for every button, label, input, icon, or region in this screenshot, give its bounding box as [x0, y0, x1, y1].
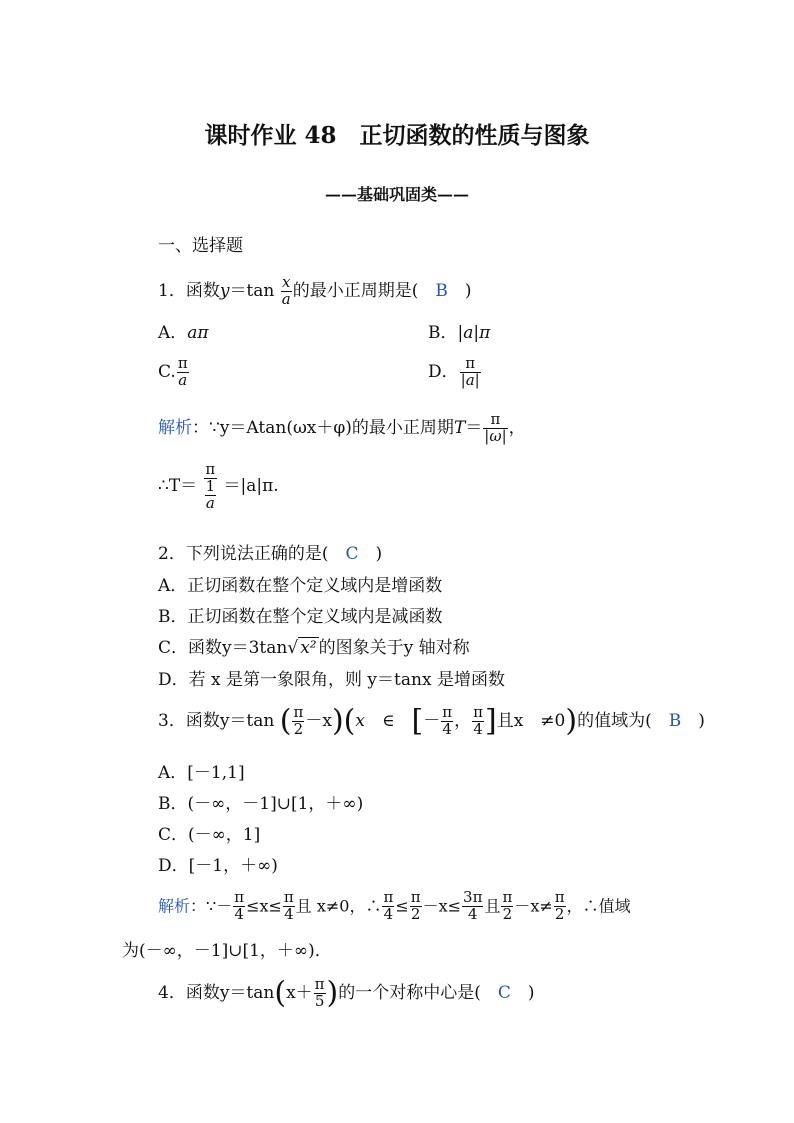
answer-1: B — [435, 280, 448, 301]
answer-2: C — [345, 544, 359, 564]
answer-4: C — [497, 982, 511, 1003]
answer-3: B — [668, 710, 682, 731]
analysis-label: 解析 — [158, 896, 191, 916]
analysis-1: 解析：∵y＝Atan(ωx＋φ)的最小正周期T＝ $\frac{\pi}{|\omega|}$ ， — [158, 410, 526, 445]
section-heading: 一、选择题 — [158, 236, 243, 256]
option-3d: D．[－1，＋∞) — [158, 856, 278, 876]
page-title: 课时作业 48 正切函数的性质与图象 — [204, 122, 590, 149]
sqrt-symbol: √ x² — [287, 638, 317, 658]
option-1a: A．aπ — [158, 323, 209, 343]
option-2d: D．若 x 是第一象限角，则 y＝tanx 是增函数 — [158, 670, 505, 690]
option-3b: B．(－∞，－1]∪[1，＋∞) — [158, 794, 364, 814]
question-3: 3．函数y＝tan ( $\frac{\pi}{2}$ －x)(x ∈ [－ $\frac{\pi}{4}$ ， $\frac{\pi}{4}$ ]且x ≠0)的值域为( B ) — [158, 703, 705, 739]
option-2b: B．正切函数在整个定义域内是减函数 — [158, 607, 443, 627]
question-1: 1．函数y＝tan $\frac{x}{a}$ 的最小正周期是( B ) — [158, 273, 472, 308]
option-1b: B．|a|π — [428, 323, 491, 343]
option-2c: C．函数y＝3tan√ x² 的图象关于y 轴对称 — [158, 638, 470, 658]
option-3a: A．[－1,1] — [158, 763, 245, 783]
page-subtitle: ——基础巩固类—— — [324, 185, 469, 204]
question-4: 4．函数y＝tan(x＋ $\frac{\pi}{5}$ )的一个对称中心是( C ) — [158, 975, 535, 1011]
option-1d: D． $\frac{\pi}{|a|}$ — [428, 354, 480, 389]
analysis-3: 解析：∵－ $\frac{\pi}{4}$ ≤x≤ $\frac{\pi}{4}$ 且 x≠0，∴ $\frac{\pi}{4}$ ≤ $\frac{\pi}{2}$ －x≤ $\frac{3\pi}{4}$ 且 $\frac{\pi}{2}$ －x≠ $\frac{\pi}{2}$ ，∴值域 — [158, 888, 631, 923]
option-3c: C．(－∞，1] — [158, 825, 261, 845]
fraction-x-over-a: $\frac{x}{a}$ — [281, 273, 291, 308]
analysis-label: 解析 — [158, 417, 192, 438]
analysis-3-line-2: 为(－∞，－1]∪[1，＋∞)． — [122, 941, 332, 961]
option-1c: C. $\frac{\pi}{a}$ — [158, 354, 188, 389]
analysis-1-line-2: ∴T＝ $\frac{\pi}{\frac{1}{a}}$ ＝|a|π. — [158, 460, 279, 512]
option-2a: A．正切函数在整个定义域内是增函数 — [158, 576, 443, 596]
question-2: 2．下列说法正确的是( C ) — [158, 544, 383, 564]
